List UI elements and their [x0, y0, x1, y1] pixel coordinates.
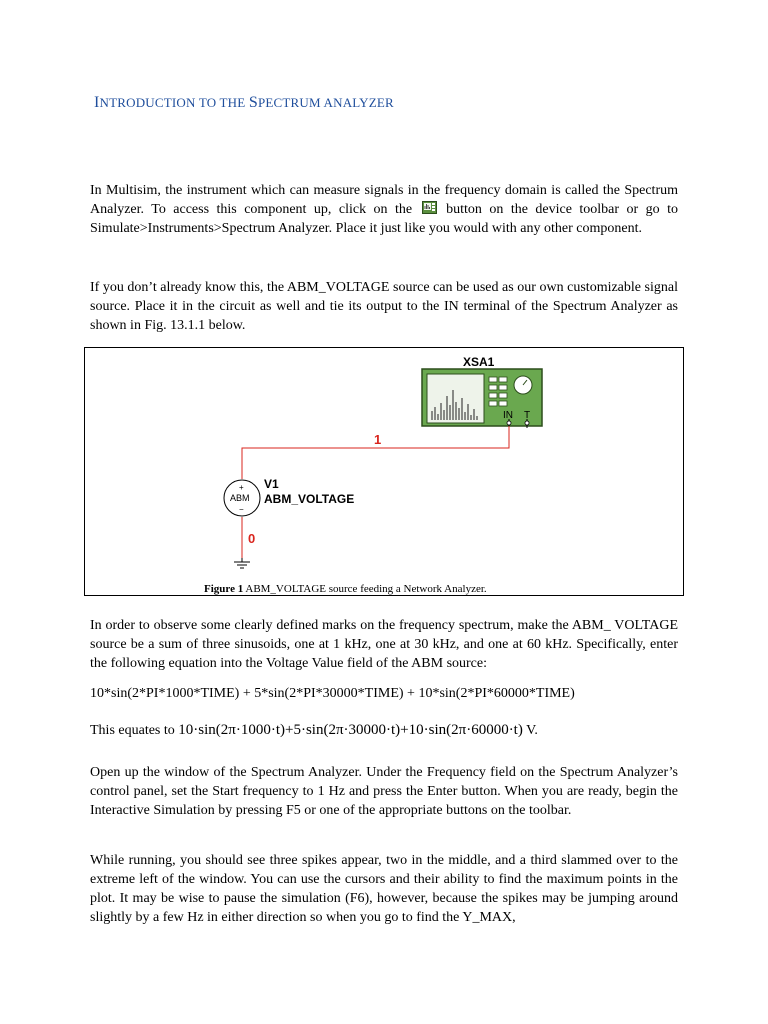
heading-part-1: NTRODUCTION TO THE — [99, 95, 249, 110]
caption-label: Figure 1 — [204, 583, 244, 595]
intro-text-after-icon: button on the device toolbar or go to Simulate>Instruments>Spectrum Analyzer. Place it just like you would with any other component. — [90, 202, 679, 236]
wire-net-0-label: 0 — [248, 531, 256, 546]
heading-initial-s: S — [248, 94, 258, 111]
equates-unit: V. — [522, 723, 538, 738]
voltage-equation: 10*sin(2*PI*1000*TIME) + 5*sin(2*PI*30000*TIME) + 10*sin(2*PI*60000*TIME) — [90, 686, 575, 701]
equates-prefix: This equates to — [90, 723, 179, 738]
terminal-in-label: IN — [503, 410, 513, 421]
instrument-label: XSA1 — [463, 355, 495, 369]
heading-part-3: ANALYZER — [323, 95, 394, 110]
abm-voltage-source[interactable] — [224, 480, 260, 516]
intro-paragraph — [90, 181, 678, 238]
heading-part-2: PECTRUM — [257, 95, 324, 110]
equates-math: 10·sin(2π·1000·t)+5·sin(2π·30000·t)+10·sin(2π·60000·t) — [178, 722, 523, 738]
intro-text-before-icon: In Multisim, the instrument which can measure signals in the frequency domain is called the Spectrum Analyzer. To access this component up, click on the — [90, 183, 678, 217]
heading-initial-i: I — [94, 94, 100, 111]
figure-caption — [204, 583, 487, 595]
page-heading — [94, 94, 394, 112]
circuit-figure — [84, 347, 684, 596]
caption-text: ABM_VOLTAGE source feeding a Network Analyzer. — [245, 583, 487, 595]
abm-source-paragraph: If you don’t already know this, the ABM_VOLTAGE source can be used as our own customizable signal source. Place it in the circuit as well and tie its output to the IN terminal of the Spectrum Analyzer as shown in Fig. 13.1.1 below. — [90, 280, 678, 333]
running-paragraph: While running, you should see three spikes appear, two in the middle, and a third slammed over to the extreme left of the window. You can use the cursors and their ability to find the maximum points in the plot. It may be wise to pause the simulation (F6), however, because the spikes may be jumping around slightly by a few Hz in either direction so when you go to find the Y_MAX, — [90, 853, 678, 925]
source-symbol-label: ABM — [230, 493, 250, 503]
circuit-diagram — [85, 348, 685, 597]
source-ref-label: V1 — [264, 477, 279, 491]
terminal-in-pin[interactable] — [507, 421, 511, 425]
source-minus-label: − — [239, 505, 244, 514]
equates-line — [90, 722, 538, 739]
terminal-t-label: T — [524, 410, 531, 421]
source-value-label: ABM_VOLTAGE — [264, 492, 355, 506]
sinusoid-paragraph: In order to observe some clearly defined marks on the frequency spectrum, make the ABM_ VOLTAGE source be a sum of three sinusoids, one at 1 kHz, one at 30 kHz, and one at 60 kHz. Specifically, enter the following equation into the Voltage Value field of the ABM source: — [90, 618, 678, 671]
ground-icon — [234, 558, 250, 568]
spectrum-analyzer-icon[interactable] — [422, 201, 437, 214]
wire-net-1-label: 1 — [374, 432, 382, 447]
terminal-t-pin[interactable] — [525, 421, 529, 425]
open-analyzer-paragraph: Open up the window of the Spectrum Analyzer. Under the Frequency field on the Spectrum Analyzer’s control panel, set the Start frequency to 1 Hz and press the Enter button. When you are ready, begin the Interactive Simulation by pressing F5 or one of the appropriate buttons on the toolbar. — [90, 765, 678, 818]
source-plus-label: + — [239, 483, 244, 492]
